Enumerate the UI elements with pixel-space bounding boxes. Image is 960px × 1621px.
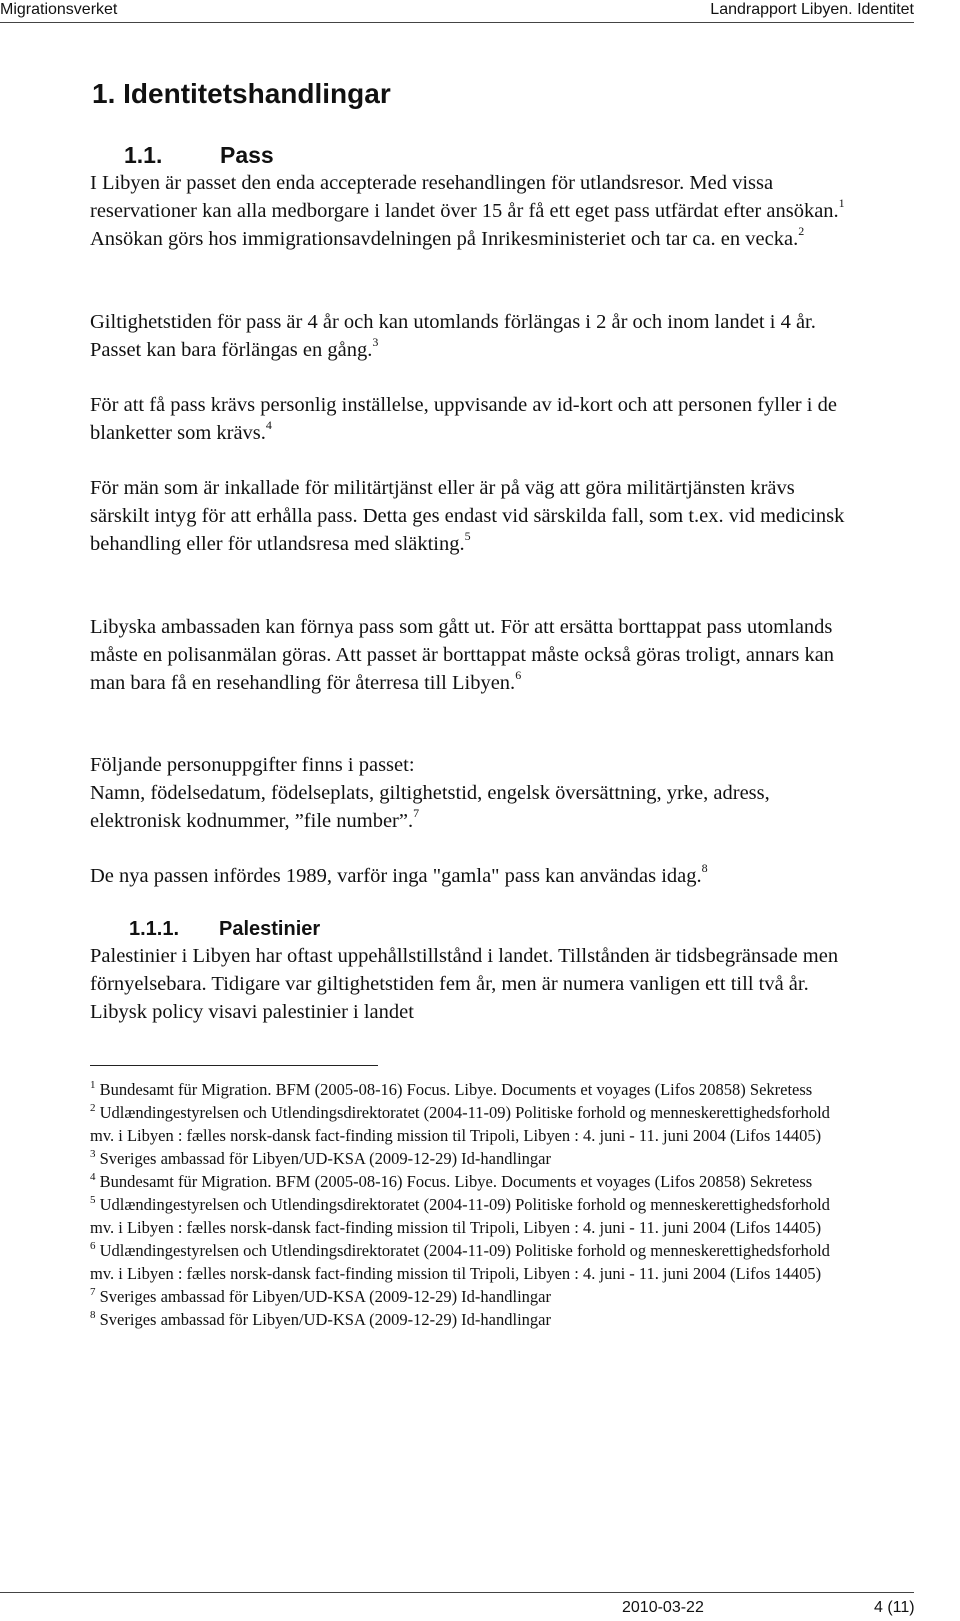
footnote-ref[interactable]: 6: [515, 668, 522, 683]
footer-page-number: 4 (11): [874, 1599, 915, 1616]
heading-3-text: Palestinier: [219, 918, 321, 940]
footnote: [90, 1170, 850, 1193]
footnote-number: 5: [90, 1193, 96, 1206]
footnote: [90, 1285, 850, 1308]
paragraph-text: Följande personuppgifter finns i passet:: [90, 754, 415, 776]
footnote-ref[interactable]: 8: [701, 861, 708, 876]
footnote: [90, 1101, 850, 1147]
paragraph-text: För att få pass krävs personlig inställelse, uppvisande av id-kort och att personen fyller i de blanketter som krävs.: [90, 394, 837, 444]
paragraph-text: De nya passen infördes 1989, varför inga "gamla" pass kan användas idag.: [90, 865, 702, 887]
paragraph-military: [90, 474, 850, 558]
header-divider: [0, 22, 914, 23]
footnote: [90, 1193, 850, 1239]
paragraph-text: För män som är inkallade för militärtjänst eller är på väg att göra militärtjänsten krävs särskilt intyg för att erhålla pass. Detta ges endast vid särskilda fall, som t.ex. vid medicinsk behandling eller för utlandsresa med släkting.: [90, 477, 845, 555]
footnote-number: 6: [90, 1239, 96, 1252]
header-report-title: Landrapport Libyen. Identitet: [710, 1, 914, 18]
paragraph-requirements: [90, 391, 850, 447]
heading-1-text: Identitetshandlingar: [123, 78, 391, 109]
paragraph-embassy: [90, 613, 850, 697]
footnote-text: Udlændingestyrelsen och Utlendingsdirektoratet (2004-11-09) Politiske forhold og menneskerettighedsforhold mv. i Libyen : fælles norsk-dansk fact-finding mission til Tripoli, Libyen : 4. juni - 11. juni 2004 (Lifos 14405): [90, 1103, 830, 1145]
paragraph-text: Libyska ambassaden kan förnya pass som gått ut. För att ersätta borttappat pass utomlands måste en polisanmälan göras. Att passet är borttappat måste också göras troligt, annars kan man bara få en resehandling för återresa till Libyen.: [90, 616, 835, 694]
footnote-text: Sveriges ambassad för Libyen/UD-KSA (2009-12-29) Id-handlingar: [99, 1310, 551, 1329]
paragraph-text: Ansökan görs hos immigrationsavdelningen på Inrikesministeriet och tar ca. en vecka.: [90, 228, 799, 250]
paragraph-pass-intro: [90, 169, 850, 253]
footnote-ref[interactable]: 4: [265, 418, 272, 433]
paragraph-personal-data: [90, 751, 850, 835]
footnote-text: Bundesamt für Migration. BFM (2005-08-16) Focus. Libye. Documents et voyages (Lifos 20858) Sekretess: [99, 1172, 813, 1191]
footnote-number: 8: [90, 1308, 96, 1321]
footnote-ref[interactable]: 1: [838, 196, 845, 211]
paragraph-text: Namn, födelsedatum, födelseplats, giltighetstid, engelsk översättning, yrke, adress, elektronisk kodnummer, ”file number”.: [90, 782, 770, 832]
footnote: [90, 1147, 850, 1170]
footnote-text: Bundesamt für Migration. BFM (2005-08-16) Focus. Libye. Documents et voyages (Lifos 20858) Sekretess: [99, 1080, 813, 1099]
paragraph-text: Palestinier i Libyen har oftast uppehållstillstånd i landet. Tillstånden är tidsbegränsade men förnyelsebara. Tidigare var giltighetstiden fem år, men är numera vanligen ett till två år. Libysk policy visavi palestinier i landet: [90, 945, 839, 1023]
heading-2-text: Pass: [220, 142, 274, 168]
footnote: [90, 1078, 850, 1101]
footnote-separator: [90, 1065, 378, 1066]
footer-divider: [0, 1592, 914, 1593]
footnote-number: 4: [90, 1170, 96, 1183]
paragraph-palestinians: [90, 942, 850, 1026]
footnote-number: 1: [90, 1078, 96, 1091]
footer-date: 2010-03-22: [622, 1599, 704, 1616]
footnote-ref[interactable]: 3: [372, 335, 379, 350]
footnote-ref[interactable]: 7: [413, 806, 420, 821]
footnote-ref[interactable]: 5: [464, 529, 471, 544]
footnote-text: Udlændingestyrelsen och Utlendingsdirektoratet (2004-11-09) Politiske forhold og menneskerettighedsforhold mv. i Libyen : fælles norsk-dansk fact-finding mission til Tripoli, Libyen : 4. juni - 11. juni 2004 (Lifos 14405): [90, 1195, 830, 1237]
heading-2-number: 1.1.: [124, 142, 163, 168]
footnote-text: Udlændingestyrelsen och Utlendingsdirektoratet (2004-11-09) Politiske forhold og menneskerettighedsforhold mv. i Libyen : fælles norsk-dansk fact-finding mission til Tripoli, Libyen : 4. juni - 11. juni 2004 (Lifos 14405): [90, 1241, 830, 1283]
footnote-number: 2: [90, 1101, 96, 1114]
heading-1-number: 1.: [92, 78, 116, 109]
paragraph-new-passports: [90, 862, 850, 890]
footnote-ref[interactable]: 2: [798, 224, 805, 239]
footnote-number: 7: [90, 1285, 96, 1298]
heading-level-2: [124, 141, 274, 169]
header-agency: Migrationsverket: [0, 1, 118, 18]
footnote: [90, 1308, 850, 1331]
footnote-number: 3: [90, 1147, 96, 1160]
footnote: [90, 1239, 850, 1285]
heading-level-3: [129, 916, 320, 942]
paragraph-validity: [90, 308, 850, 364]
heading-3-number: 1.1.1.: [129, 918, 180, 940]
footnotes-list: [90, 1078, 850, 1331]
footnote-text: Sveriges ambassad för Libyen/UD-KSA (2009-12-29) Id-handlingar: [99, 1287, 551, 1306]
paragraph-text: Giltighetstiden för pass är 4 år och kan utomlands förlängas i 2 år och inom landet i 4 år. Passet kan bara förlängas en gång.: [90, 311, 816, 361]
paragraph-text: I Libyen är passet den enda accepterade resehandlingen för utlandsresor. Med vissa reservationer kan alla medborgare i landet över 15 år få ett eget pass utfärdat efter ansökan.: [90, 172, 839, 222]
footnote-text: Sveriges ambassad för Libyen/UD-KSA (2009-12-29) Id-handlingar: [99, 1149, 551, 1168]
heading-level-1: [92, 76, 391, 112]
